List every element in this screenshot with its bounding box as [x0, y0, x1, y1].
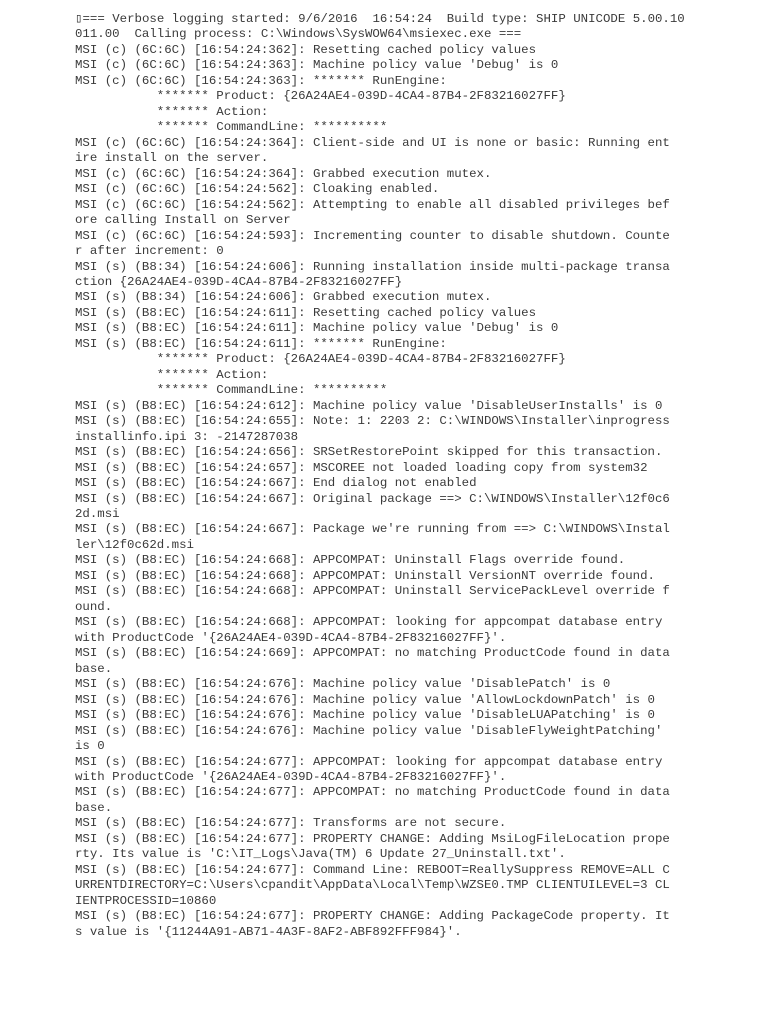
log-line: MSI (s) (B8:EC) [16:54:24:667]: Package we're running from ==> C:\WINDOWS\Instal — [75, 522, 670, 537]
log-line: ound. — [75, 599, 113, 614]
log-line: MSI (s) (B8:EC) [16:54:24:677]: APPCOMPAT: no matching ProductCode found in data — [75, 785, 670, 800]
log-line: MSI (s) (B8:EC) [16:54:24:657]: MSCOREE not loaded loading copy from system32 — [75, 460, 648, 475]
log-line: MSI (s) (B8:EC) [16:54:24:611]: Resetting cached policy values — [75, 305, 537, 320]
log-line: ******* Product: {26A24AE4-039D-4CA4-87B4-2F83216027FF} — [75, 89, 566, 104]
log-line: 2d.msi — [75, 507, 120, 521]
log-line: MSI (s) (B8:EC) [16:54:24:676]: Machine policy value 'DisableFlyWeightPatching' — [75, 723, 663, 738]
log-line: installinfo.ipi 3: -2147287038 — [75, 429, 299, 444]
log-line: MSI (s) (B8:34) [16:54:24:606]: Running installation inside multi-package transa — [75, 259, 670, 274]
log-line: MSI (s) (B8:EC) [16:54:24:667]: End dialog not enabled — [75, 476, 477, 491]
log-line: MSI (c) (6C:6C) [16:54:24:562]: Cloaking enabled. — [75, 182, 440, 197]
log-line: MSI (s) (B8:EC) [16:54:24:677]: PROPERTY CHANGE: Adding PackageCode property. It — [75, 909, 670, 924]
log-line: MSI (c) (6C:6C) [16:54:24:363]: ******* RunEngine: — [75, 73, 447, 88]
log-line: MSI (s) (B8:EC) [16:54:24:611]: Machine policy value 'Debug' is 0 — [75, 321, 559, 336]
log-line: MSI (s) (B8:EC) [16:54:24:677]: Transforms are not secure. — [75, 816, 507, 831]
log-line: URRENTDIRECTORY=C:\Users\cpandit\AppData\Local\Temp\WZSE0.TMP CLIENTUILEVEL=3 CL — [75, 878, 670, 893]
log-line: ******* Product: {26A24AE4-039D-4CA4-87B4-2F83216027FF} — [75, 352, 566, 367]
log-line: MSI (c) (6C:6C) [16:54:24:562]: Attempting to enable all disabled privileges bef — [75, 197, 670, 212]
log-line: MSI (s) (B8:EC) [16:54:24:677]: PROPERTY CHANGE: Adding MsiLogFileLocation prope — [75, 831, 670, 846]
log-line: MSI (s) (B8:EC) [16:54:24:611]: ******* RunEngine: — [75, 336, 447, 351]
log-document — [75, 12, 765, 940]
log-line: MSI (s) (B8:EC) [16:54:24:655]: Note: 1: 2203 2: C:\WINDOWS\Installer\inprogress — [75, 414, 670, 429]
log-line: MSI (s) (B8:EC) [16:54:24:676]: Machine policy value 'DisableLUAPatching' is 0 — [75, 708, 655, 723]
log-line: ******* CommandLine: ********** — [75, 120, 388, 135]
log-line: MSI (c) (6C:6C) [16:54:24:364]: Client-side and UI is none or basic: Running ent — [75, 135, 670, 150]
log-line: is 0 — [75, 739, 105, 754]
log-line: s value is '{11244A91-AB71-4A3F-8AF2-ABF892FFF984}'. — [75, 924, 462, 939]
log-line: MSI (c) (6C:6C) [16:54:24:364]: Grabbed execution mutex. — [75, 166, 492, 181]
log-line: MSI (c) (6C:6C) [16:54:24:362]: Resetting cached policy values — [75, 42, 537, 57]
log-line: MSI (s) (B8:EC) [16:54:24:612]: Machine policy value 'DisableUserInstalls' is 0 — [75, 398, 663, 413]
log-line: MSI (s) (B8:EC) [16:54:24:667]: Original package ==> C:\WINDOWS\Installer\12f0c6 — [75, 491, 670, 506]
log-line: with ProductCode '{26A24AE4-039D-4CA4-87B4-2F83216027FF}'. — [75, 630, 507, 645]
log-line: MSI (c) (6C:6C) [16:54:24:363]: Machine policy value 'Debug' is 0 — [75, 58, 559, 73]
log-line: with ProductCode '{26A24AE4-039D-4CA4-87B4-2F83216027FF}'. — [75, 769, 507, 784]
log-line: MSI (s) (B8:EC) [16:54:24:656]: SRSetRestorePoint skipped for this transaction. — [75, 445, 663, 460]
log-line: MSI (s) (B8:EC) [16:54:24:668]: APPCOMPAT: Uninstall VersionNT override found. — [75, 568, 655, 583]
log-line: MSI (s) (B8:EC) [16:54:24:669]: APPCOMPAT: no matching ProductCode found in data — [75, 646, 670, 661]
log-line: MSI (c) (6C:6C) [16:54:24:593]: Incrementing counter to disable shutdown. Counte — [75, 228, 670, 243]
log-line: MSI (s) (B8:EC) [16:54:24:668]: APPCOMPAT: Uninstall ServicePackLevel override f — [75, 584, 670, 599]
log-line: MSI (s) (B8:EC) [16:54:24:668]: APPCOMPAT: Uninstall Flags override found. — [75, 553, 626, 568]
log-line: base. — [75, 800, 113, 815]
log-line: ▯=== Verbose logging started: 9/6/2016 16:54:24 Build type: SHIP UNICODE 5.00.10 — [75, 12, 685, 26]
log-line: ******* Action: — [75, 104, 269, 119]
log-line: r after increment: 0 — [75, 244, 224, 259]
log-line: MSI (s) (B8:EC) [16:54:24:676]: Machine policy value 'DisablePatch' is 0 — [75, 677, 611, 692]
log-line: MSI (s) (B8:EC) [16:54:24:668]: APPCOMPAT: looking for appcompat database entry — [75, 615, 663, 630]
log-line: ction {26A24AE4-039D-4CA4-87B4-2F83216027FF} — [75, 274, 403, 289]
log-line: MSI (s) (B8:EC) [16:54:24:677]: APPCOMPAT: looking for appcompat database entry — [75, 754, 663, 769]
log-line: IENTPROCESSID=10860 — [75, 893, 217, 908]
log-line: MSI (s) (B8:EC) [16:54:24:676]: Machine policy value 'AllowLockdownPatch' is 0 — [75, 692, 655, 707]
log-line: ******* CommandLine: ********** — [75, 383, 388, 398]
log-line: 011.00 Calling process: C:\Windows\SysWOW64\msiexec.exe === — [75, 27, 522, 42]
log-line: ******* Action: — [75, 367, 269, 382]
log-line: base. — [75, 661, 113, 676]
log-line: ler\12f0c62d.msi — [75, 537, 194, 552]
log-line: MSI (s) (B8:EC) [16:54:24:677]: Command Line: REBOOT=ReallySuppress REMOVE=ALL C — [75, 862, 670, 877]
log-line: ire install on the server. — [75, 151, 269, 166]
log-line: ore calling Install on Server — [75, 213, 291, 228]
log-line: rty. Its value is 'C:\IT_Logs\Java(TM) 6 Update 27_Uninstall.txt'. — [75, 847, 566, 862]
log-line: MSI (s) (B8:34) [16:54:24:606]: Grabbed execution mutex. — [75, 290, 492, 305]
